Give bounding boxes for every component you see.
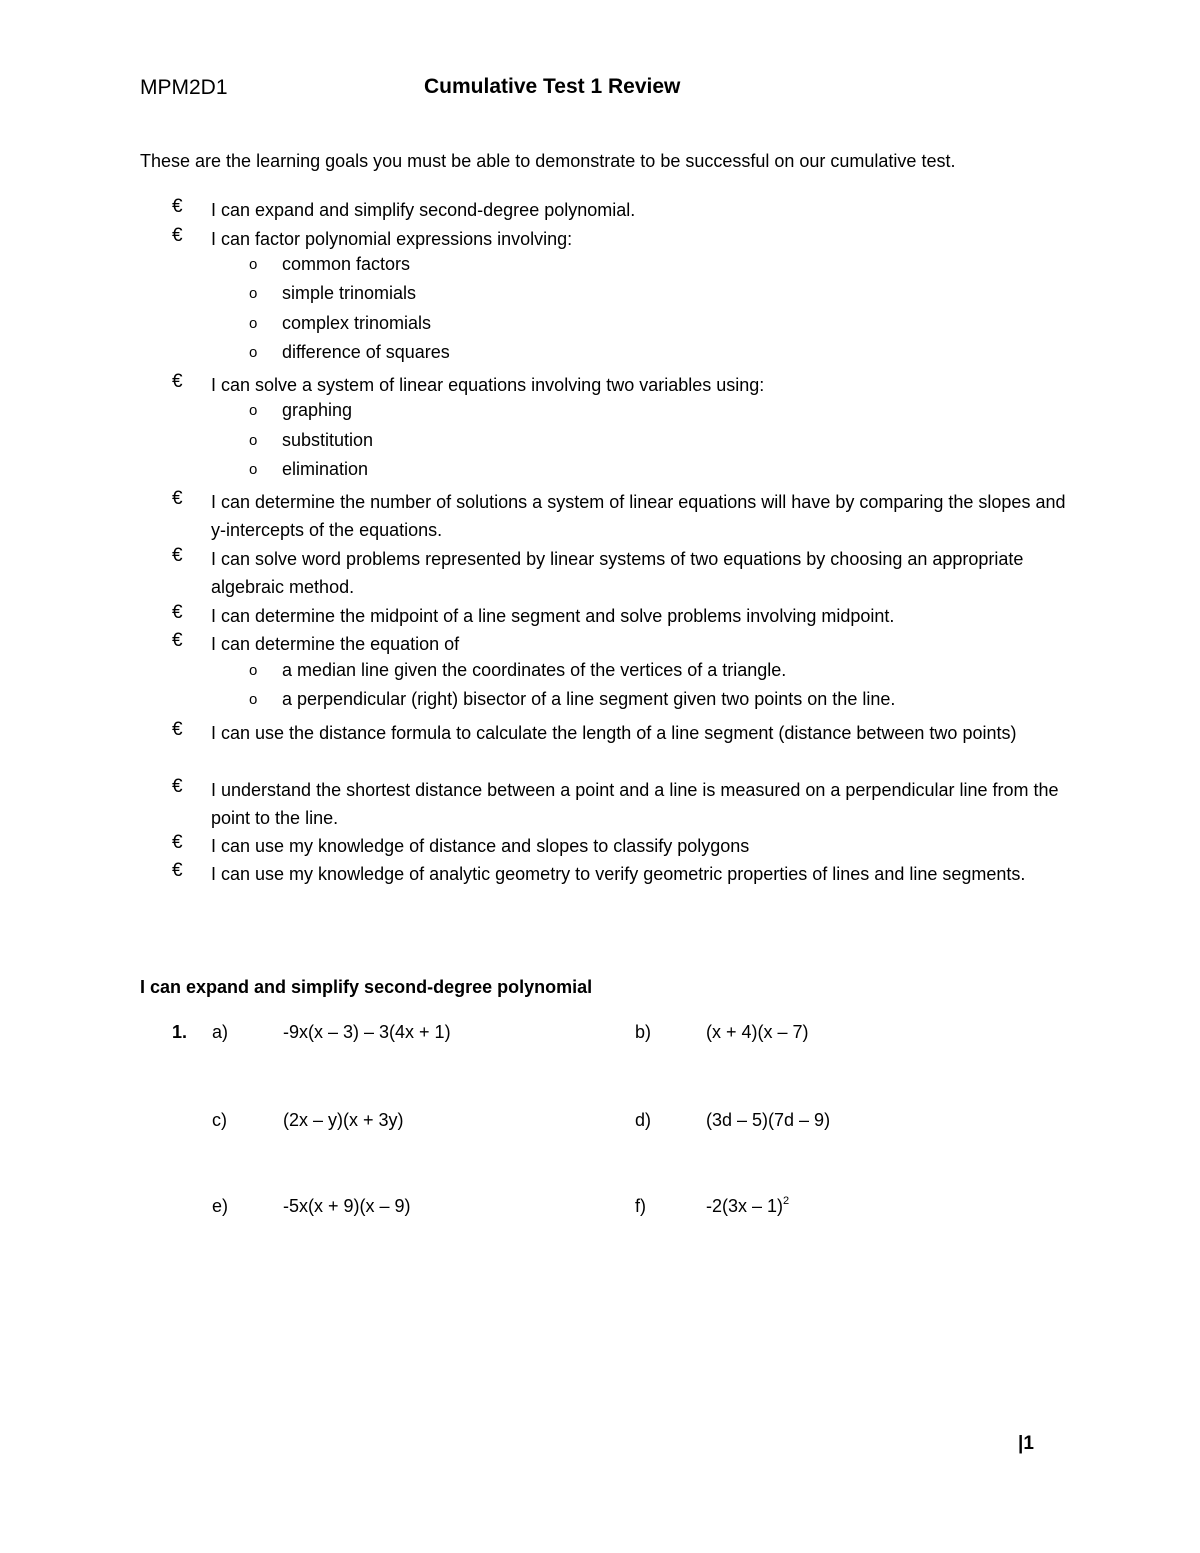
- euro-bullet-icon: €: [172, 776, 183, 797]
- intro-text: These are the learning goals you must be able to demonstrate to be successful on our cumulative test.: [140, 151, 956, 171]
- euro-bullet-icon: €: [172, 860, 183, 881]
- goal-text: I can use my knowledge of analytic geometry to verify geometric properties of lines and line segments.: [211, 864, 1026, 884]
- goal-text: I can use the distance formula to calculate the length of a line segment (distance between two points): [211, 723, 1017, 743]
- part-label: c): [212, 1110, 227, 1130]
- euro-bullet-icon: €: [172, 719, 183, 740]
- circle-bullet-icon: o: [249, 285, 258, 302]
- euro-bullet-icon: €: [172, 196, 183, 217]
- goal-text: I can determine the number of solutions a system of linear equations will have by comparing the slopes and y-intercepts of the equations.: [211, 492, 1066, 540]
- part-expression: (3d – 5)(7d – 9): [706, 1110, 831, 1130]
- sub-item-text: a perpendicular (right) bisector of a line segment given two points on the line.: [282, 689, 896, 709]
- exponent: 2: [783, 1195, 790, 1207]
- euro-bullet-icon: €: [172, 488, 183, 509]
- sub-item-text: graphing: [282, 400, 353, 420]
- euro-bullet-icon: €: [172, 602, 183, 623]
- goal-text: I can determine the equation of: [211, 634, 460, 654]
- goal-text: I can solve word problems represented by linear systems of two equations by choosing an appropriate algebraic method.: [211, 549, 1024, 597]
- course-code: MPM2D1: [140, 76, 228, 99]
- euro-bullet-icon: €: [172, 545, 183, 566]
- section-heading: I can expand and simplify second-degree polynomial: [140, 977, 593, 997]
- part-label: e): [212, 1196, 229, 1216]
- circle-bullet-icon: o: [249, 344, 258, 361]
- part-label: d): [635, 1110, 652, 1130]
- circle-bullet-icon: o: [249, 691, 258, 708]
- part-label: a): [212, 1022, 229, 1042]
- problem-number: 1.: [172, 1022, 188, 1042]
- euro-bullet-icon: €: [172, 371, 183, 392]
- sub-item-text: common factors: [282, 254, 411, 274]
- sub-item-text: difference of squares: [282, 342, 450, 362]
- page-number: |1: [1018, 1433, 1034, 1454]
- circle-bullet-icon: o: [249, 402, 258, 419]
- sub-item-text: simple trinomials: [282, 283, 417, 303]
- euro-bullet-icon: €: [172, 832, 183, 853]
- circle-bullet-icon: o: [249, 432, 258, 449]
- goal-text: I understand the shortest distance between a point and a line is measured on a perpendicular line from the point to the line.: [211, 780, 1059, 828]
- part-label: b): [635, 1022, 652, 1042]
- euro-bullet-icon: €: [172, 225, 183, 246]
- goal-text: I can factor polynomial expressions involving:: [211, 229, 573, 249]
- goal-text: I can determine the midpoint of a line segment and solve problems involving midpoint.: [211, 606, 895, 626]
- goal-text: I can use my knowledge of distance and slopes to classify polygons: [211, 836, 750, 856]
- goal-text: I can expand and simplify second-degree polynomial.: [211, 200, 636, 220]
- part-label: f): [635, 1196, 646, 1216]
- part-expression: -9x(x – 3) – 3(4x + 1): [283, 1022, 451, 1042]
- sub-item-text: elimination: [282, 459, 369, 479]
- part-expression-base: -2(3x – 1): [706, 1196, 784, 1216]
- circle-bullet-icon: o: [249, 256, 258, 273]
- document-title: Cumulative Test 1 Review: [424, 75, 681, 98]
- part-expression: (2x – y)(x + 3y): [283, 1110, 404, 1130]
- part-expression: (x + 4)(x – 7): [706, 1022, 809, 1042]
- circle-bullet-icon: o: [249, 662, 258, 679]
- goal-text: I can solve a system of linear equations involving two variables using:: [211, 375, 765, 395]
- sub-item-text: complex trinomials: [282, 313, 432, 333]
- circle-bullet-icon: o: [249, 461, 258, 478]
- part-expression: -5x(x + 9)(x – 9): [283, 1196, 411, 1216]
- sub-item-text: a median line given the coordinates of the vertices of a triangle.: [282, 660, 787, 680]
- part-expression: [706, 1196, 789, 1217]
- euro-bullet-icon: €: [172, 630, 183, 651]
- circle-bullet-icon: o: [249, 315, 258, 332]
- sub-item-text: substitution: [282, 430, 374, 450]
